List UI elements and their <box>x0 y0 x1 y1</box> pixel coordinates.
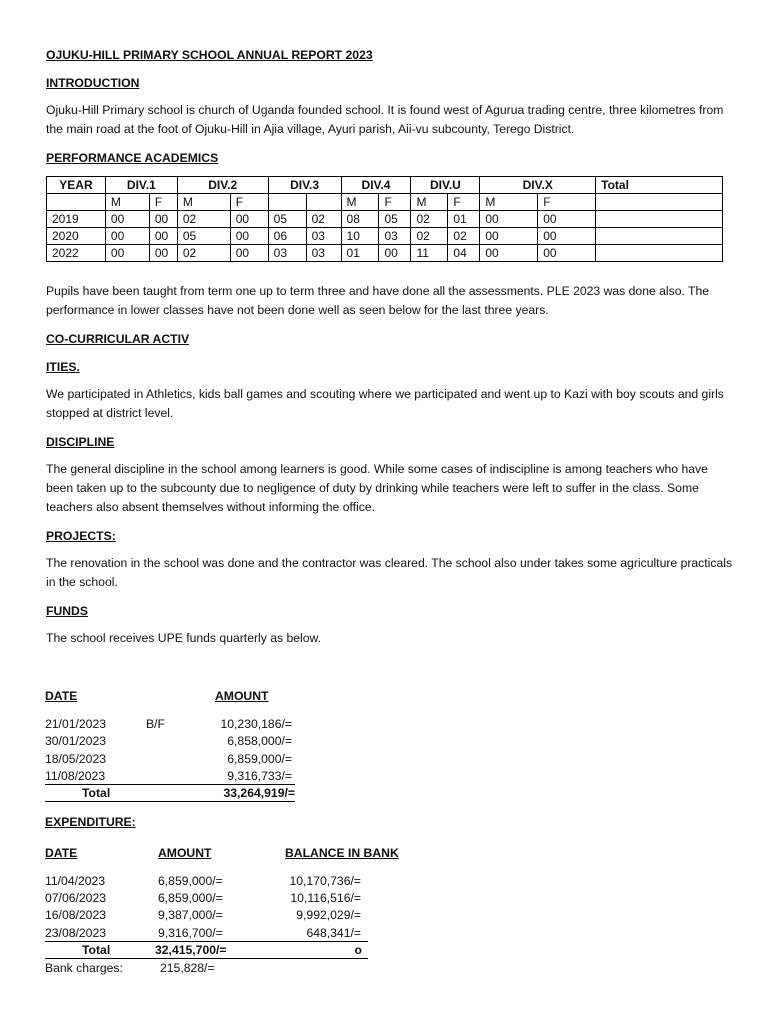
table-cell: 00 <box>149 228 177 245</box>
subheader-cell: F <box>448 194 480 211</box>
expenditure-row-date: 11/04/2023 <box>45 874 106 888</box>
table-cell: 02 <box>177 245 230 262</box>
expenditure-row-amount: 9,387,000/= <box>158 908 223 922</box>
discipline-heading: DISCIPLINE <box>46 435 115 449</box>
discipline-text: The general discipline in the school among learners is good. While some cases of indiscipline is among teachers who have been taken up to the subcounty due to negligence of duty by drinking while teachers were left to suffer in the class. Some teachers also absent themselves without informing the office. <box>46 462 708 514</box>
table-cell: 00 <box>538 245 596 262</box>
expenditure-total-label: Total <box>82 943 111 957</box>
table-cell: 00 <box>538 228 596 245</box>
funds-row-date: 21/01/2023 <box>45 717 106 731</box>
funds-row-amount: 9,316,733/= <box>227 769 292 783</box>
funds-total-label: Total <box>82 786 111 800</box>
table-cell: 00 <box>538 211 596 228</box>
table-cell: 02 <box>448 228 480 245</box>
report-document <box>46 47 736 648</box>
subheader-cell: M <box>177 194 230 211</box>
expenditure-total-rule <box>45 958 368 959</box>
table-cell: 00 <box>105 211 149 228</box>
academics-heading: PERFORMANCE ACADEMICS <box>46 151 219 165</box>
subheader-cell <box>47 194 106 211</box>
subheader-cell: M <box>341 194 379 211</box>
table-cell: 00 <box>230 245 268 262</box>
funds-heading: FUNDS <box>46 604 88 618</box>
table-cell: 00 <box>105 245 149 262</box>
expenditure-total-balance: o <box>354 943 362 957</box>
expenditure-row-balance: 10,116,516/= <box>290 891 361 905</box>
projects-text: The renovation in the school was done and the contractor was cleared. The school also under takes some agriculture practicals in the school. <box>46 556 733 589</box>
table-cell: 04 <box>448 245 480 262</box>
table-cell: 03 <box>268 245 306 262</box>
funds-total-amount: 33,264,919/= <box>223 786 295 800</box>
table-row <box>47 245 723 262</box>
introduction-text: Ojuku-Hill Primary school is church of Uganda founded school. It is found west of Agurua trading centre, three kilometres from the main road at the foot of Ojuku-Hill in Ajia village, Ayuri parish, Aii-vu subcounty, Terego District. <box>46 103 724 136</box>
expenditure-row-balance: 10,170,736/= <box>289 874 361 888</box>
table-cell: 05 <box>268 211 306 228</box>
funds-row-amount: 10,230,186/= <box>220 717 292 731</box>
table-cell: 03 <box>306 245 341 262</box>
table-row <box>47 211 723 228</box>
subheader-cell: F <box>538 194 596 211</box>
cocurricular-text: We participated in Athletics, kids ball games and scouting where we participated and went up to Kazi with boy scouts and girls stopped at district level. <box>46 387 724 420</box>
table-cell: 02 <box>177 211 230 228</box>
subheader-cell: M <box>411 194 448 211</box>
subheader-cell: M <box>480 194 538 211</box>
subheader-cell <box>306 194 341 211</box>
table-cell <box>596 211 723 228</box>
table-cell: 2020 <box>47 228 106 245</box>
funds-row-note: B/F <box>146 717 165 731</box>
table-cell: 00 <box>480 211 538 228</box>
bank-charges-amount: 215,828/= <box>160 961 215 975</box>
table-cell: 02 <box>306 211 341 228</box>
table-cell: 03 <box>379 228 411 245</box>
header-cell: DIV.2 <box>177 177 268 194</box>
table-cell <box>596 228 723 245</box>
table-cell: 00 <box>230 211 268 228</box>
expenditure-amount-header: AMOUNT <box>158 846 212 860</box>
introduction-heading: INTRODUCTION <box>46 76 140 90</box>
header-cell: DIV.1 <box>105 177 177 194</box>
funds-text: The school receives UPE funds quarterly as below. <box>46 631 322 645</box>
table-cell: 08 <box>341 211 379 228</box>
performance-table <box>46 176 723 262</box>
header-cell: DIV.X <box>480 177 596 194</box>
header-cell: DIV.4 <box>341 177 411 194</box>
subheader-cell: M <box>105 194 149 211</box>
table-cell <box>596 245 723 262</box>
expenditure-heading: EXPENDITURE: <box>45 815 136 829</box>
table-cell: 01 <box>448 211 480 228</box>
table-cell: 2022 <box>47 245 106 262</box>
table-cell: 03 <box>306 228 341 245</box>
expenditure-row-date: 16/08/2023 <box>45 908 106 922</box>
academics-text: Pupils have been taught from term one up to term three and have done all the assessments. PLE 2023 was done also. The performance in lower classes have not been done well as seen below for the last three years. <box>46 284 710 317</box>
cocurricular-heading-line2: ITIES. <box>46 360 80 374</box>
funds-row-date: 18/05/2023 <box>45 752 106 766</box>
report-title: OJUKU-HILL PRIMARY SCHOOL ANNUAL REPORT 2023 <box>46 48 373 62</box>
table-cell: 00 <box>230 228 268 245</box>
header-cell: DIV.U <box>411 177 480 194</box>
cocurricular-heading-line1: CO-CURRICULAR ACTIV <box>46 332 190 346</box>
funds-row-amount: 6,858,000/= <box>227 734 292 748</box>
subheader-cell: F <box>230 194 268 211</box>
expenditure-row-balance: 9,992,029/= <box>296 908 361 922</box>
subheader-cell <box>596 194 723 211</box>
expenditure-total-amount: 32,415,700/= <box>155 943 227 957</box>
subheader-cell: F <box>149 194 177 211</box>
table-cell: 00 <box>105 228 149 245</box>
subheader-cell <box>268 194 306 211</box>
header-cell: Total <box>596 177 723 194</box>
funds-row-date: 30/01/2023 <box>45 734 106 748</box>
expenditure-row-date: 23/08/2023 <box>45 926 106 940</box>
table-cell: 02 <box>411 211 448 228</box>
expenditure-row-amount: 6,859,000/= <box>158 874 223 888</box>
table-cell: 2019 <box>47 211 106 228</box>
table-cell: 11 <box>411 245 448 262</box>
expenditure-row-balance: 648,341/= <box>306 926 361 940</box>
table-cell: 00 <box>480 228 538 245</box>
table-cell: 05 <box>379 211 411 228</box>
expenditure-row-amount: 9,316,700/= <box>158 926 223 940</box>
table-cell: 06 <box>268 228 306 245</box>
expenditure-date-header: DATE <box>45 846 78 860</box>
funds-date-header: DATE <box>45 689 78 703</box>
bank-charges-label: Bank charges: <box>45 961 123 975</box>
expenditure-balance-header: BALANCE IN BANK <box>285 846 399 860</box>
table-header-row <box>47 177 723 194</box>
table-cell: 00 <box>480 245 538 262</box>
projects-heading: PROJECTS: <box>46 529 116 543</box>
header-cell: DIV.3 <box>268 177 341 194</box>
header-cell: YEAR <box>47 177 106 194</box>
table-cell: 02 <box>411 228 448 245</box>
expenditure-row-amount: 6,859,000/= <box>158 891 223 905</box>
table-cell: 00 <box>149 245 177 262</box>
funds-amount-header: AMOUNT <box>215 689 269 703</box>
table-cell: 05 <box>177 228 230 245</box>
table-cell: 00 <box>379 245 411 262</box>
table-cell: 01 <box>341 245 379 262</box>
funds-total-rule <box>45 801 295 802</box>
table-row <box>47 228 723 245</box>
expenditure-row-date: 07/06/2023 <box>45 891 106 905</box>
funds-row-amount: 6,859,000/= <box>227 752 292 766</box>
subheader-cell: F <box>379 194 411 211</box>
funds-row-date: 11/08/2023 <box>45 769 106 783</box>
table-cell: 10 <box>341 228 379 245</box>
table-cell: 00 <box>149 211 177 228</box>
table-subheader-row <box>47 194 723 211</box>
